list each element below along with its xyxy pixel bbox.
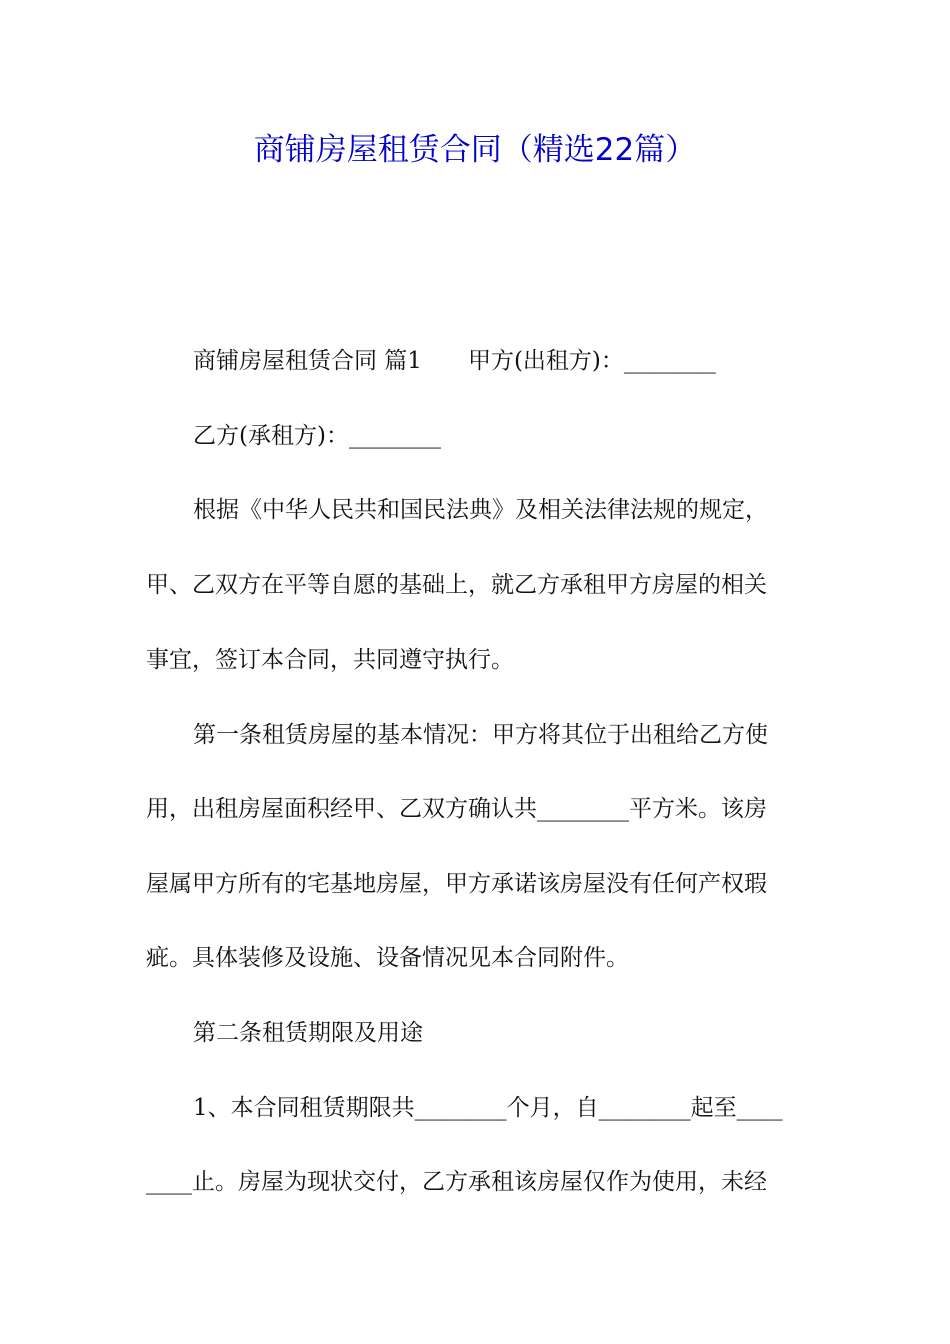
text-line: 1、本合同租赁期限共________个月，自________起至____ — [193, 1095, 783, 1121]
text-line: ____止。房屋为现状交付，乙方承租该房屋仅作为使用，未经 — [146, 1169, 767, 1195]
text-line: 甲、乙双方在平等自愿的基础上，就乙方承租甲方房屋的相关 — [146, 572, 767, 598]
text-line: 第一条租赁房屋的基本情况：甲方将其位于出租给乙方使 — [193, 722, 768, 748]
text-line: 根据《中华人民共和国民法典》及相关法律法规的规定， — [193, 497, 768, 523]
document-title: 商铺房屋租赁合同（精选22篇） — [253, 132, 697, 168]
text-line: 事宜，签订本合同，共同遵守执行。 — [146, 647, 514, 673]
text-line-party-a: 商铺房屋租赁合同 篇1 甲方(出租方)：________ — [193, 348, 716, 374]
text-line: 用，出租房屋面积经甲、乙双方确认共________平方米。该房 — [146, 796, 767, 822]
section-heading: 第二条租赁期限及用途 — [193, 1020, 423, 1046]
text-line-party-b: 乙方(承租方)：________ — [193, 423, 441, 449]
text-line: 疵。具体装修及设施、设备情况见本合同附件。 — [146, 945, 629, 971]
text-line: 屋属甲方所有的宅基地房屋，甲方承诺该房屋没有任何产权瑕 — [146, 871, 767, 897]
